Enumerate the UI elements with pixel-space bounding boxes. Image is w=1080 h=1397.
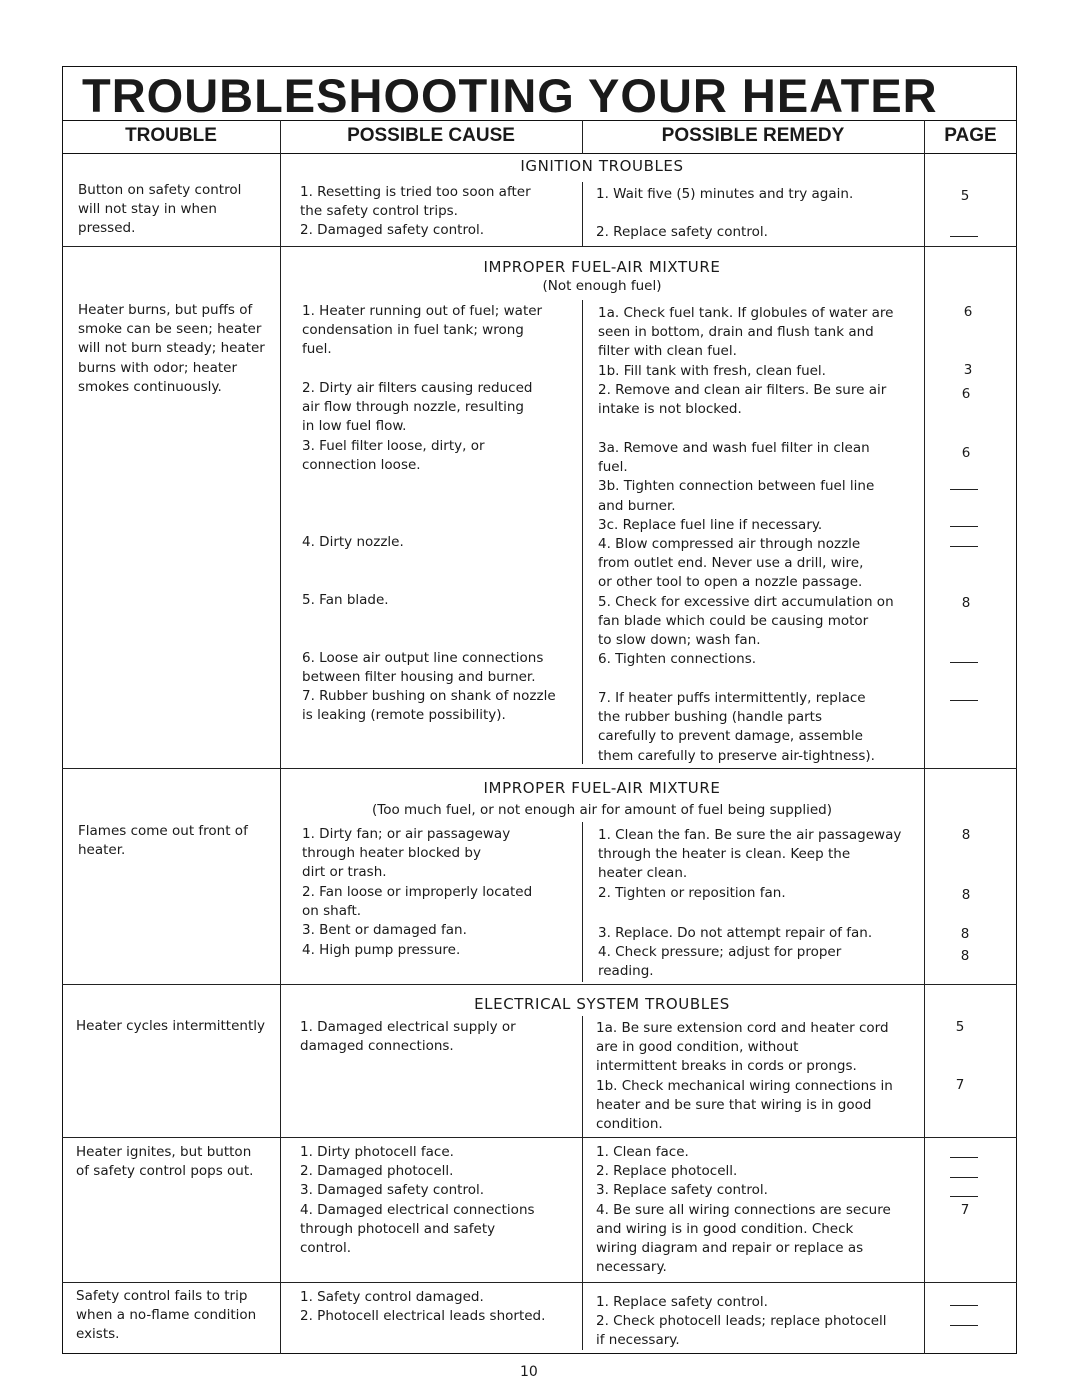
page-ref: 5 <box>955 1019 965 1035</box>
page-ref: 6 <box>963 304 973 320</box>
no-page-dash <box>950 236 978 237</box>
header-cause: POSSIBLE CAUSE <box>347 125 515 146</box>
no-page-dash <box>950 526 978 527</box>
no-page-dash <box>950 662 978 663</box>
cause-cell: 4. Dirty nozzle. <box>302 534 404 550</box>
cause-cell: 6. Loose air output line connections between filter housing and burner. <box>302 650 544 686</box>
row-divider <box>62 1137 1017 1138</box>
remedy-cell: 1. Replace safety control. 2. Check photocell leads; replace photocell if necessary. <box>596 1294 887 1349</box>
row-divider <box>62 246 1017 247</box>
no-page-dash <box>950 1177 978 1178</box>
remedy-cell: 6. Tighten connections. <box>598 651 757 667</box>
trouble-cell: Heater burns, but puffs of smoke can be seen; heater will not burn steady; heater burns with odor; heater smokes continuously. <box>78 302 265 395</box>
header-page: PAGE <box>944 125 997 146</box>
no-page-dash <box>950 700 978 701</box>
page-ref: 3 <box>963 362 973 378</box>
column-divider <box>582 182 583 246</box>
no-page-dash <box>950 1325 978 1326</box>
cause-cell: 7. Rubber bushing on shank of nozzle is leaking (remote possibility). <box>302 688 556 724</box>
page-ref: 8 <box>961 887 971 903</box>
no-page-dash <box>950 489 978 490</box>
row-divider <box>62 768 1017 769</box>
cause-cell: 1. Dirty fan; or air passageway through heater blocked by dirt or trash. <box>302 826 511 881</box>
trouble-cell: Heater ignites, but button of safety control pops out. <box>76 1144 254 1180</box>
remedy-cell: 2. Replace safety control. <box>596 224 768 240</box>
header-remedy: POSSIBLE REMEDY <box>661 125 845 146</box>
cause-cell: 1. Heater running out of fuel; water condensation in fuel tank; wrong fuel. <box>302 303 543 358</box>
no-page-dash <box>950 1196 978 1197</box>
page-ref: 5 <box>960 188 970 204</box>
page-ref: 7 <box>955 1077 965 1093</box>
section-heading: ELECTRICAL SYSTEM TROUBLES <box>474 995 730 1013</box>
remedy-cell: 1. Clean face. 2. Replace photocell. 3. Replace safety control. 4. Be sure all wiring connections are secure and wiring is in good condition. Check wiring diagram and repair or replace as necessary. <box>596 1144 891 1276</box>
column-divider <box>582 300 583 764</box>
column-divider <box>280 120 281 1354</box>
column-divider <box>582 822 583 982</box>
column-divider <box>582 1016 583 1350</box>
remedy-cell: 1a. Check fuel tank. If globules of water are seen in bottom, drain and flush tank and filter with clean fuel. 1b. Fill tank with fresh, clean fuel. <box>598 305 894 379</box>
trouble-cell: Button on safety control will not stay in when pressed. <box>78 182 242 237</box>
section-subheading: (Not enough fuel) <box>542 278 662 294</box>
remedy-cell: 3. Replace. Do not attempt repair of fan. 4. Check pressure; adjust for proper reading. <box>598 925 873 980</box>
row-divider <box>62 984 1017 985</box>
cause-cell: 4. High pump pressure. <box>302 942 461 958</box>
cause-cell: 1. Safety control damaged. 2. Photocell electrical leads shorted. <box>300 1289 546 1325</box>
trouble-cell: Heater cycles intermittently <box>76 1018 265 1034</box>
cause-cell: 1. Resetting is tried too soon after the safety control trips. <box>300 184 531 220</box>
cause-cell: 2. Damaged safety control. <box>300 222 485 238</box>
remedy-cell: 2. Remove and clean air filters. Be sure air intake is not blocked. <box>598 382 887 418</box>
column-divider <box>582 120 583 154</box>
remedy-cell: 7. If heater puffs intermittently, replace the rubber bushing (handle parts carefully to prevent damage, assemble them carefully to preserve air-tightness). <box>598 690 875 764</box>
no-page-dash <box>950 1157 978 1158</box>
cause-cell: 1. Damaged electrical supply or damaged connections. <box>300 1019 516 1055</box>
no-page-dash <box>950 1305 978 1306</box>
page-number: 10 <box>520 1364 538 1380</box>
page-ref: 8 <box>961 827 971 843</box>
cause-cell: 3. Bent or damaged fan. <box>302 922 467 938</box>
page-title: TROUBLESHOOTING YOUR HEATER <box>82 69 938 122</box>
section-subheading: (Too much fuel, or not enough air for amount of fuel being supplied) <box>371 802 833 818</box>
remedy-cell: 2. Tighten or reposition fan. <box>598 885 786 901</box>
page-ref: 8 <box>960 948 970 964</box>
cause-cell: 2. Fan loose or improperly located on shaft. <box>302 884 533 920</box>
no-page-dash <box>950 546 978 547</box>
column-divider <box>924 120 925 1354</box>
page-ref: 7 <box>960 1202 970 1218</box>
cause-cell: 2. Dirty air filters causing reduced air flow through nozzle, resulting in low fuel flow. <box>302 380 533 435</box>
cause-cell: 5. Fan blade. <box>302 592 389 608</box>
remedy-cell: 1a. Be sure extension cord and heater cord are in good condition, without intermittent breaks in cords or prongs. 1b. Check mechanical wiring connections in heater and be sure that wiring is in good condition. <box>596 1020 893 1133</box>
page-ref: 6 <box>961 386 971 402</box>
table-header <box>62 120 1017 154</box>
section-heading: IGNITION TROUBLES <box>520 157 684 175</box>
cause-cell: 1. Dirty photocell face. 2. Damaged photocell. 3. Damaged safety control. 4. Damaged electrical connections through photocell and safety control. <box>300 1144 535 1257</box>
page-ref: 6 <box>961 445 971 461</box>
remedy-cell: 5. Check for excessive dirt accumulation on fan blade which could be causing motor to slow down; wash fan. <box>598 594 894 649</box>
page-ref: 8 <box>961 595 971 611</box>
section-heading: IMPROPER FUEL-AIR MIXTURE <box>483 258 721 276</box>
trouble-cell: Safety control fails to trip when a no-flame condition exists. <box>76 1288 257 1343</box>
section-heading: IMPROPER FUEL-AIR MIXTURE <box>483 779 721 797</box>
remedy-cell: 1. Wait five (5) minutes and try again. <box>596 186 854 202</box>
remedy-cell: 1. Clean the fan. Be sure the air passageway through the heater is clean. Keep the heater clean. <box>598 827 902 882</box>
cause-cell: 3. Fuel filter loose, dirty, or connection loose. <box>302 438 485 474</box>
remedy-cell: 3a. Remove and wash fuel filter in clean fuel. 3b. Tighten connection between fuel line and burner. 3c. Replace fuel line if necessary. 4. Blow compressed air through nozzle from outlet end. Never use a drill, wire, or other tool to open a nozzle passage. <box>598 440 875 591</box>
row-divider <box>62 1282 1017 1283</box>
header-trouble: TROUBLE <box>125 125 217 146</box>
page-ref: 8 <box>960 926 970 942</box>
trouble-cell: Flames come out front of heater. <box>78 823 248 859</box>
